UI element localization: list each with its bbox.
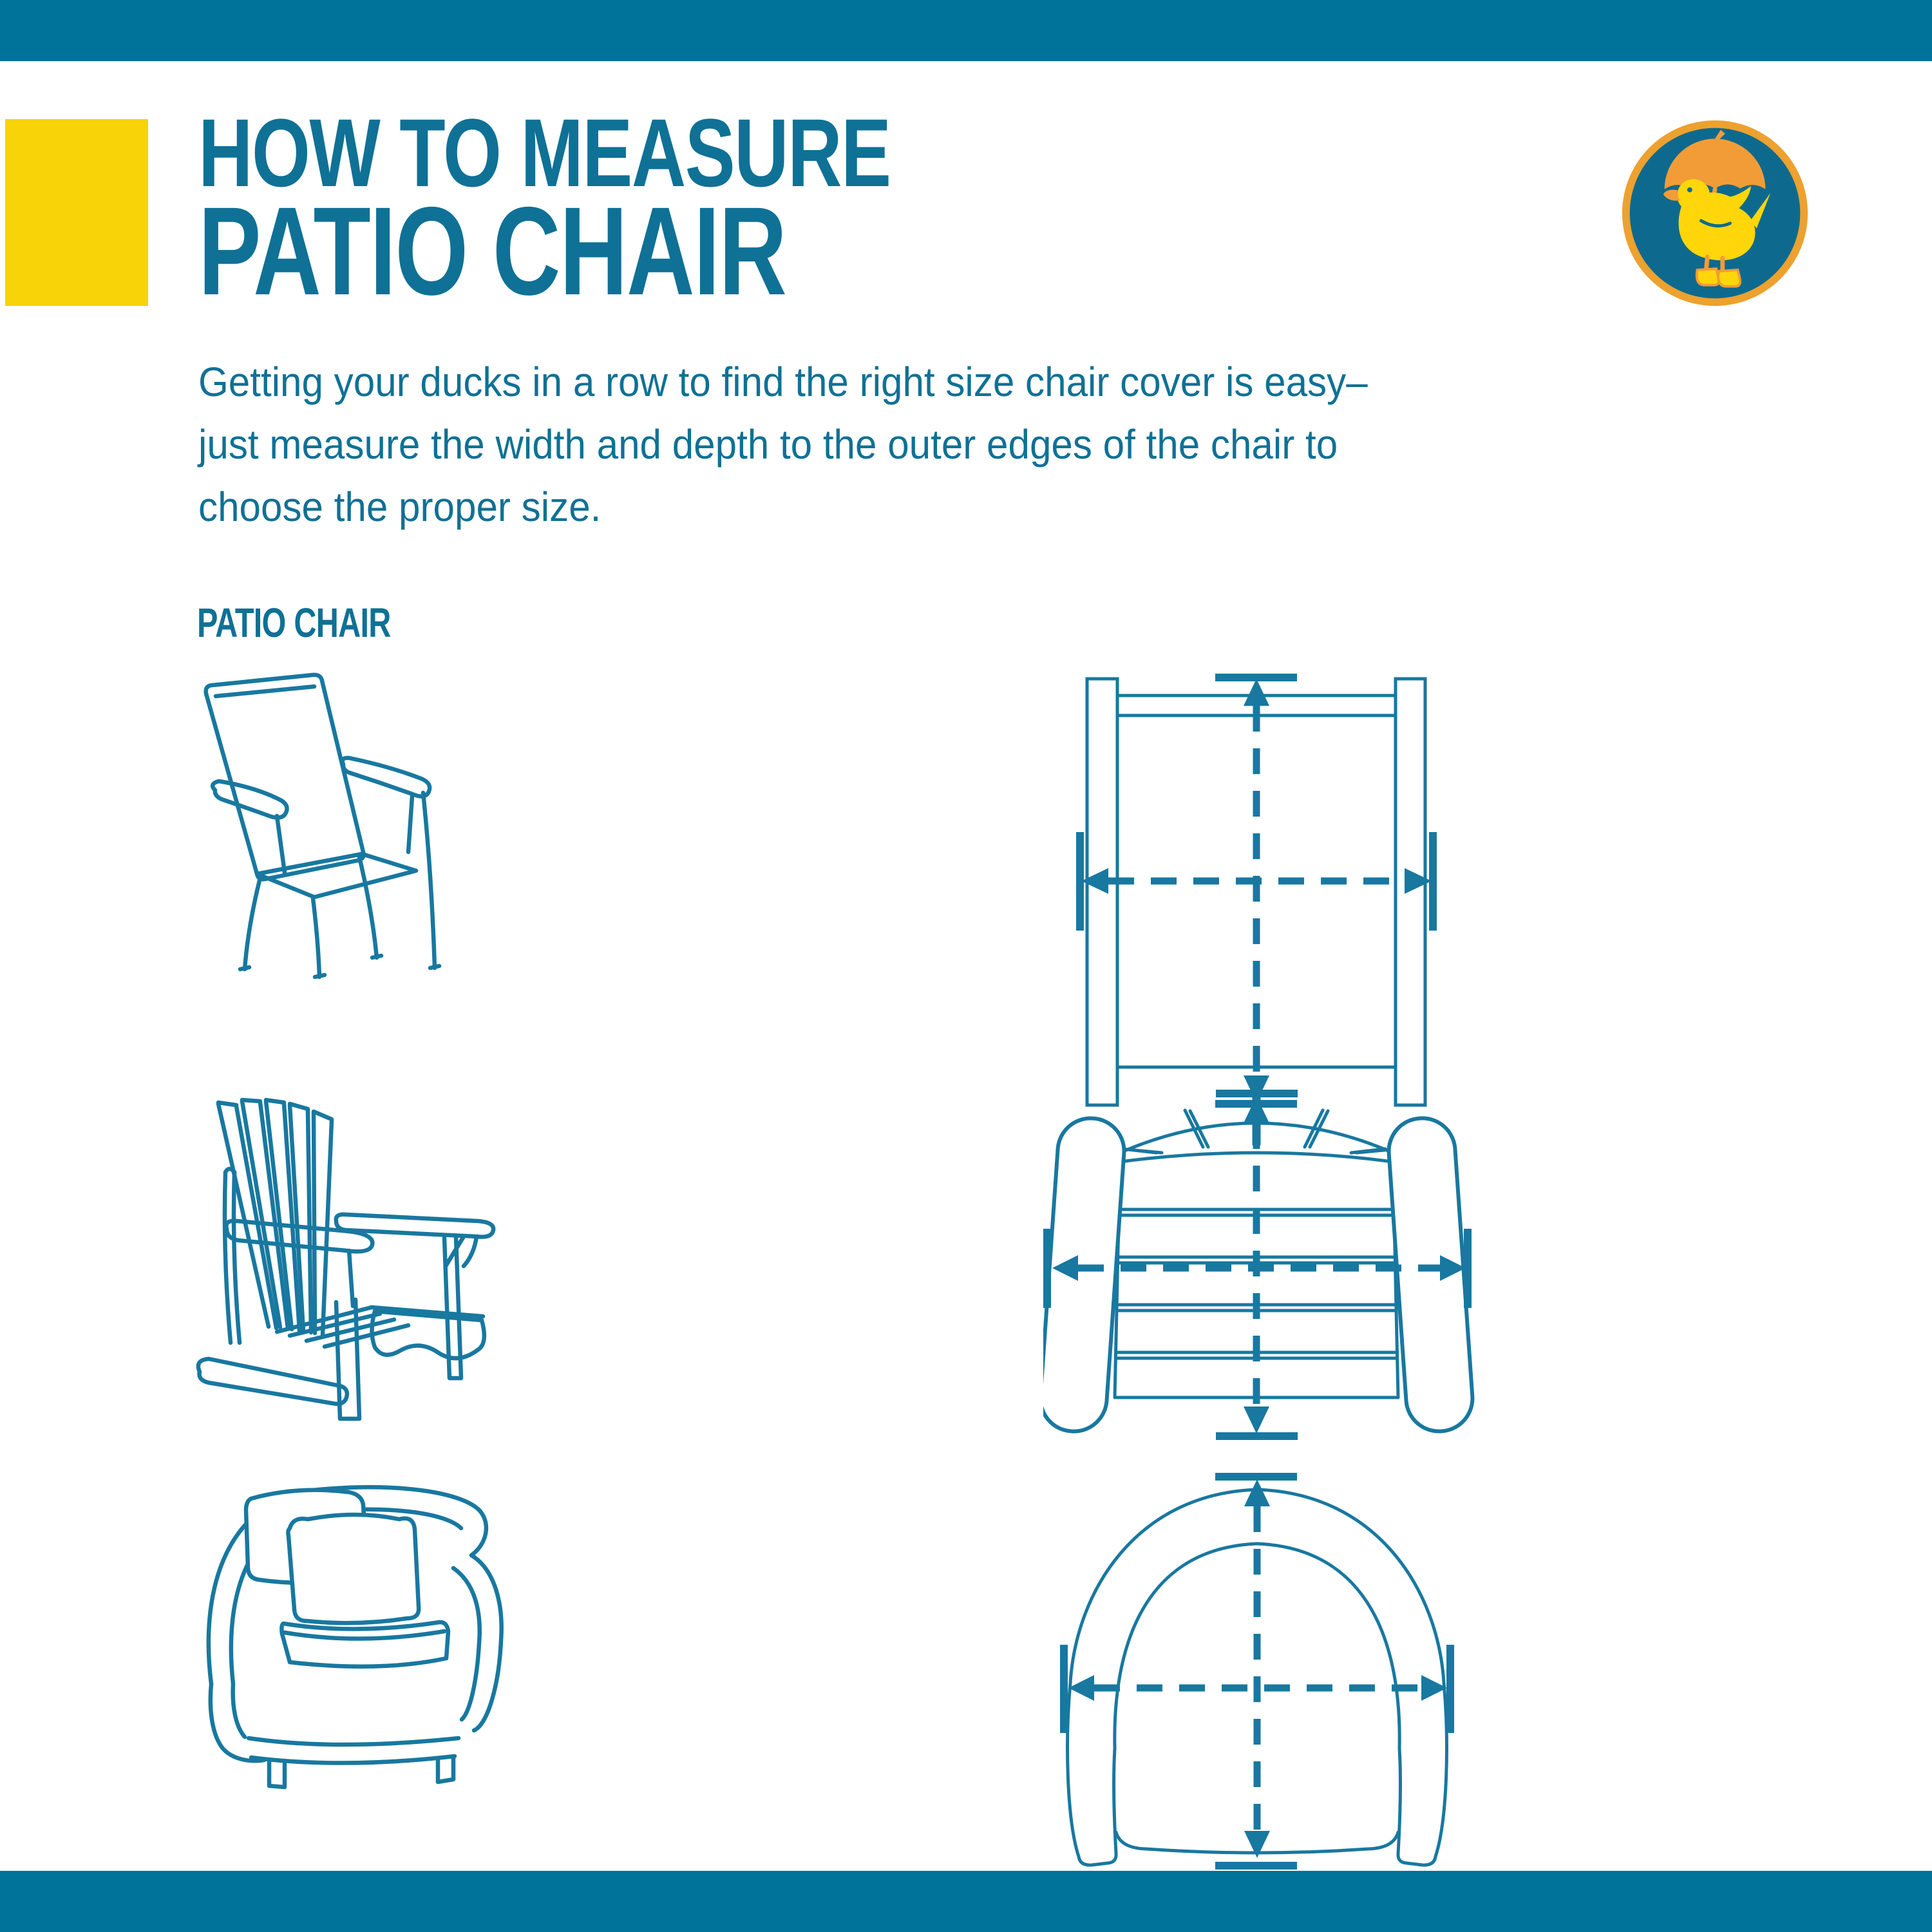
adirondack-chair-illustration bbox=[187, 1095, 502, 1426]
page-subtitle: PATIO CHAIR bbox=[198, 181, 786, 321]
adirondack-chair-top-view-measurement bbox=[1043, 1088, 1481, 1449]
intro-line: choose the proper size. bbox=[198, 484, 601, 530]
page-title: HOW TO MEASURE bbox=[198, 99, 891, 207]
lounge-chair-top-view-measurement bbox=[1050, 1472, 1462, 1874]
dining-chair-top-view-measurement bbox=[1063, 663, 1449, 1114]
depth-measure-arrow bbox=[1215, 1477, 1297, 1866]
intro-line: Getting your ducks in a row to find the right size chair cover is easy– bbox=[198, 359, 1368, 405]
duck-umbrella-logo-icon bbox=[1620, 118, 1810, 308]
intro-paragraph bbox=[198, 351, 1591, 538]
intro-line: just measure the width and depth to the outer edges of the chair to bbox=[198, 421, 1338, 468]
top-accent-bar bbox=[0, 0, 1932, 61]
section-label: PATIO CHAIR bbox=[197, 600, 391, 646]
patio-dining-chair-illustration bbox=[187, 667, 444, 989]
depth-measure-arrow bbox=[1215, 677, 1297, 1104]
bottom-accent-bar bbox=[0, 1871, 1932, 1932]
wicker-lounge-chair-illustration bbox=[187, 1472, 506, 1790]
yellow-accent-square bbox=[5, 119, 148, 306]
